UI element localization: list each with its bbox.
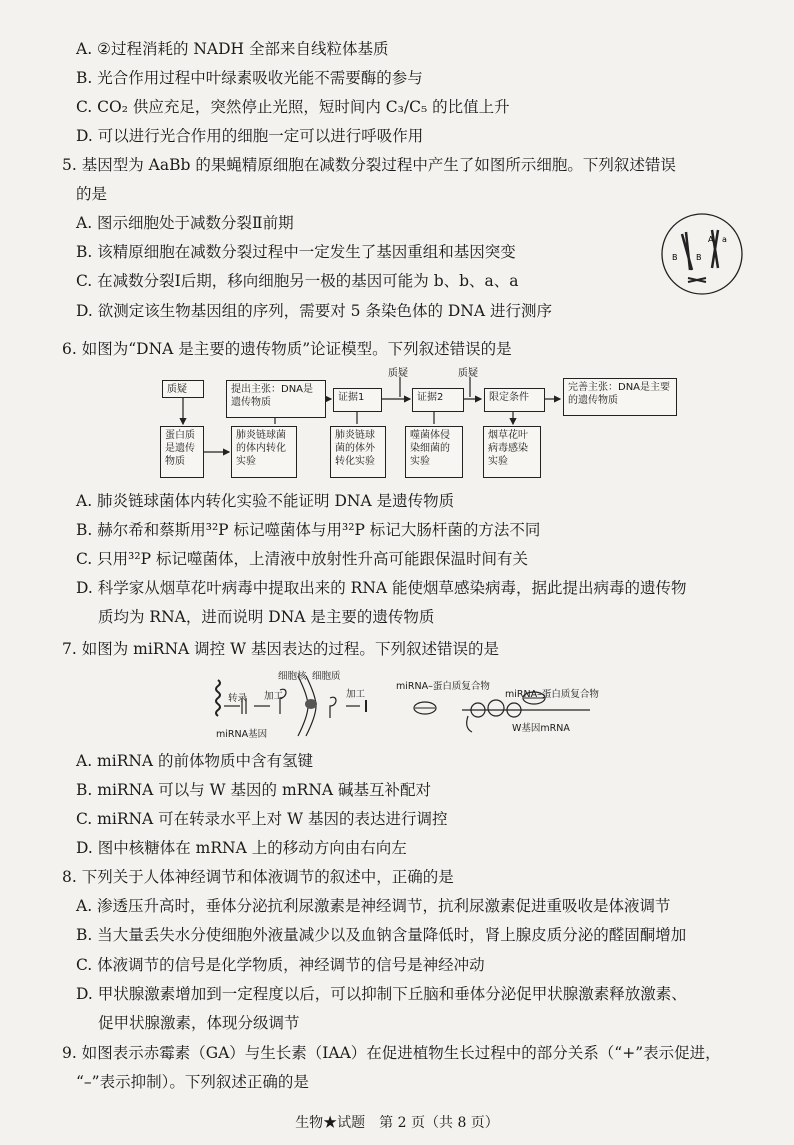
q9-stem-line1: 9. 如图表示赤霉素（GA）与生长素（IAA）在促进植物生长过程中的部分关系（“+”表示促进，: [62, 1044, 721, 1062]
q4-option-a: A. ②过程消耗的 NADH 全部来自线粒体基质: [76, 40, 389, 58]
label-transcribe: 转录: [228, 693, 248, 704]
q7-option-a: A. miRNA 的前体物质中含有氢键: [76, 752, 314, 770]
gene-label-B-right: B: [696, 253, 702, 262]
q8-option-d-line2: 促甲状腺激素，体现分级调节: [98, 1014, 300, 1032]
q7-option-c: C. miRNA 可在转录水平上对 W 基因的表达进行调控: [76, 810, 448, 828]
q6-option-c: C. 只用³²P 标记噬菌体，上清液中放射性升高可能跟保温时间有关: [76, 550, 528, 568]
q5-option-c: C. 在减数分裂Ⅰ后期，移向细胞另一极的基因可能为 b、b、a、a: [76, 272, 519, 290]
q6-stem: 6. 如图为“DNA 是主要的遗传物质”论证模型。下列叙述错误的是: [62, 340, 512, 358]
box-invitro: 肺炎链球菌的体外转化实验: [330, 426, 386, 478]
q5-option-b: B. 该精原细胞在减数分裂过程中一定发生了基因重组和基因突变: [76, 243, 516, 261]
box-claim: 提出主张：DNA是遗传物质: [226, 380, 326, 418]
q6-flowchart: [0, 0, 794, 500]
q4-option-c: C. CO₂ 供应充足，突然停止光照，短时间内 C₃/C₅ 的比值上升: [76, 98, 510, 116]
label-w-mrna: W基因mRNA: [512, 723, 570, 734]
q7-option-b: B. miRNA 可以与 W 基因的 mRNA 碱基互补配对: [76, 781, 432, 799]
q7-stem: 7. 如图为 miRNA 调控 W 基因表达的过程。下列叙述错误的是: [62, 640, 499, 658]
box-limit: 限定条件: [484, 388, 545, 412]
doubt-label-1: 质疑: [388, 368, 408, 379]
doubt-label-2: 质疑: [458, 368, 478, 379]
label-cytoplasm: 细胞质: [312, 671, 341, 682]
q6-option-b: B. 赫尔希和蔡斯用³²P 标记噬菌体与用³²P 标记大肠杆菌的方法不同: [76, 521, 541, 539]
q4-option-b: B. 光合作用过程中叶绿素吸收光能不需要酶的参与: [76, 69, 423, 87]
box-invivo: 肺炎链球菌的体内转化实验: [231, 426, 297, 478]
q7-figure: [210, 668, 630, 748]
box-evidence-2: 证据2: [412, 388, 464, 412]
q5-stem-line1: 5. 基因型为 AaBb 的果蝇精原细胞在减数分裂过程中产生了如图所示细胞。下列叙述错误: [62, 156, 676, 174]
q6-option-d-line2: 质均为 RNA，进而说明 DNA 是主要的遗传物质: [98, 608, 435, 626]
q8-option-d-line1: D. 甲状腺激素增加到一定程度以后，可以抑制下丘脑和垂体分泌促甲状腺激素释放激素、: [76, 985, 687, 1003]
q4-option-d: D. 可以进行光合作用的细胞一定可以进行呼吸作用: [76, 127, 424, 145]
box-evidence-1: 证据1: [333, 388, 382, 412]
label-process-2: 加工: [346, 689, 366, 700]
gene-label-B-left: B: [672, 253, 678, 262]
gene-label-a: a: [722, 235, 727, 244]
q5-stem-line2: 的是: [76, 185, 108, 203]
q8-stem: 8. 下列关于人体神经调节和体液调节的叙述中，正确的是: [62, 868, 454, 886]
box-refined-claim: 完善主张：DNA是主要的遗传物质: [563, 378, 677, 416]
label-process-1: 加工: [264, 691, 284, 702]
box-tmv: 烟草花叶病毒感染实验: [483, 426, 541, 478]
q5-option-d: D. 欲测定该生物基因组的序列，需要对 5 条染色体的 DNA 进行测序: [76, 302, 552, 320]
q6-option-a: A. 肺炎链球菌体内转化实验不能证明 DNA 是遗传物质: [76, 492, 455, 510]
q5-option-a: A. 图示细胞处于减数分裂Ⅱ前期: [76, 214, 294, 232]
label-mirna-gene: miRNA基因: [216, 729, 268, 740]
gene-label-A: A: [708, 235, 714, 244]
box-protein: 蛋白质是遗传物质: [160, 426, 204, 478]
q7-option-d: D. 图中核糖体在 mRNA 上的移动方向由右向左: [76, 839, 407, 857]
q8-option-b: B. 当大量丢失水分使细胞外液量减少以及血钠含量降低时，肾上腺皮质分泌的醛固酮增加: [76, 926, 687, 944]
q6-option-d-line1: D. 科学家从烟草花叶病毒中提取出来的 RNA 能使烟草感染病毒，据此提出病毒的遗传物: [76, 579, 687, 597]
label-complex-1: miRNA–蛋白质复合物: [396, 681, 490, 692]
q8-option-a: A. 渗透压升高时，垂体分泌抗利尿激素是神经调节，抗利尿激素促进重吸收是体液调节: [76, 897, 671, 915]
label-nucleus: 细胞核: [278, 671, 307, 682]
q8-option-c: C. 体液调节的信号是化学物质，神经调节的信号是神经冲动: [76, 956, 485, 974]
box-phage: 噬菌体侵染细菌的实验: [405, 426, 463, 478]
box-doubt: 质疑: [162, 380, 204, 398]
flowchart-arrows: [0, 0, 794, 500]
label-complex-2: miRNA–蛋白质复合物: [505, 689, 599, 700]
page-footer: 生物★试题 第 2 页（共 8 页）: [295, 1115, 499, 1131]
q9-stem-line2: “–”表示抑制）。下列叙述正确的是: [76, 1073, 309, 1091]
